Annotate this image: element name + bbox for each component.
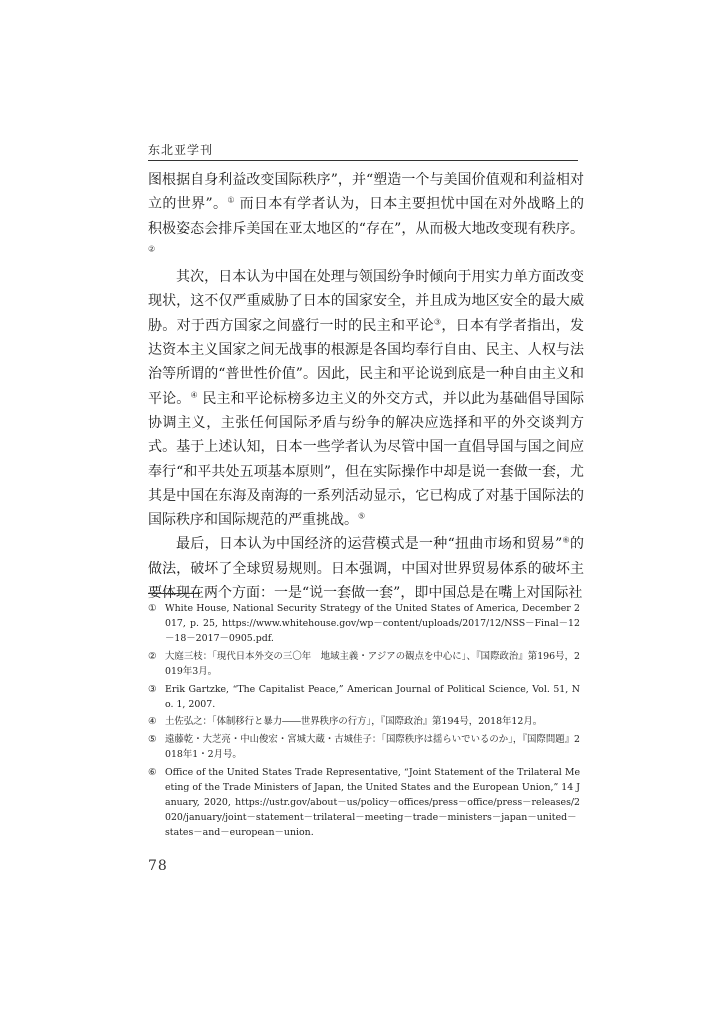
footnote-ref-1[interactable]: ① — [227, 195, 235, 205]
footnote-text: 土佐弘之：「体制移行と暴力――世界秩序の行方」，『国際政治』第194号，2018年12月。 — [165, 716, 543, 728]
paragraph-2 — [148, 265, 584, 532]
footnote-ref-4[interactable]: ④ — [190, 390, 198, 400]
footnote-1 — [148, 601, 580, 647]
p2-text-c: 民主和平论标榜多边主义的外交方式，并以此为基础倡导国际协调主义，主张任何国际矛盾与纷争的解决应选择和平的外交谈判方式。基于上述认知，日本一些学者认为尽管中国一直倡导国与国之间应奉行“和平共处五项基本原则”，但在实际操作中却是说一套做一套，尤其是中国在东海及南海的一系列活动显示，它已构成了对基于国际法的国际秩序和国际规范的严重挑战。 — [148, 390, 585, 529]
footnote-number: ⑥ — [148, 766, 157, 778]
footnote-6 — [148, 765, 580, 841]
p3-text-b: 的做法，破坏了全球贸易规则。日本强调，中国对世界贸易体系的破坏主要体现在两个方面：一是“说一套做一套”，即中国总是在嘴上对国际社 — [148, 536, 584, 602]
footnote-ref-5[interactable]: ⑤ — [358, 511, 366, 521]
footnotes — [148, 601, 580, 843]
footnote-number: ⑤ — [148, 733, 157, 745]
footnote-text: 大庭三枝：「現代日本外交の三〇年 地域主義・アジアの観点を中心に」、『国際政治』第196号，2019年3月。 — [165, 650, 580, 678]
paragraph-3 — [148, 532, 584, 605]
footnote-text: Office of the United States Trade Representative, “Joint Statement of the Trilateral Meeting of the Trade Ministers of Japan, the United States and the European Union,” 14 January, 2020, https://ustr.gov/about－us/policy－offices/press－office/press－releases/2020/january/joint－statement－trilateral－meeting－trade－ministers－japan－united－states－and－european－union. — [165, 766, 580, 839]
p3-text-a: 最后，日本认为中国经济的运营模式是一种“扭曲市场和贸易” — [176, 536, 563, 553]
page-number: 78 — [148, 858, 168, 874]
p1-text-b: 而日本有学者认为，日本主要担忧中国在对外战略上的积极姿态会排斥美国在亚太地区的“存在”，从而极大地改变现有秩序。 — [148, 196, 584, 237]
footnote-number: ① — [148, 603, 157, 614]
footnote-number: ② — [148, 650, 157, 662]
body-text — [148, 168, 584, 605]
p2-text-b: ，日本有学者指出，发达资本主义国家之间无战事的根源是各国均奉行自由、民主、人权与法治等所谓的“普世性价值”。因此，民主和平论说到底是一种自由主义和平论。 — [148, 317, 585, 407]
footnote-4 — [148, 714, 580, 729]
footnote-number: ④ — [148, 716, 157, 728]
running-header: 东北亚学刊 — [148, 143, 214, 157]
footnote-text: White House, National Security Strategy of the United States of America, December 2017, p. 25, https://www.whitehouse.gov/wp－content/uploads/2017/12/NSS－Final－12－18－2017－0905.pdf. — [165, 603, 580, 645]
footnote-text: Erik Gartzke, “The Capitalist Peace,” American Journal of Political Science, Vol. 51, No. 1, 2007. — [165, 683, 580, 710]
footnote-divider — [148, 593, 200, 594]
footnote-text: 遠藤乾・大芝亮・中山俊宏・宮城大蔵・古城佳子：「国際秩序は揺らいでいるのか」，『国際問題』2018年1・2月号。 — [165, 733, 580, 761]
paragraph-1 — [148, 168, 584, 265]
footnote-2 — [148, 649, 580, 679]
footnote-3 — [148, 682, 580, 712]
footnote-ref-3[interactable]: ③ — [433, 317, 442, 327]
footnote-number: ③ — [148, 683, 157, 695]
footnote-ref-2[interactable]: ② — [148, 244, 156, 254]
footnote-ref-6[interactable]: ⑥ — [562, 535, 570, 545]
header-divider — [148, 160, 578, 161]
p1-text-a: 图根据自身利益改变国际秩序”，并“塑造一个与美国价值观和利益相对立的世界”。 — [148, 172, 584, 213]
footnote-5 — [148, 732, 580, 762]
p2-text-a: 其次，日本认为中国在处理与领国纷争时倾向于用实力单方面改变现状，这不仅严重威胁了日本的国家安全，并且成为地区安全的最大威胁。对于西方国家之间盛行一时的民主和平论 — [148, 269, 584, 334]
